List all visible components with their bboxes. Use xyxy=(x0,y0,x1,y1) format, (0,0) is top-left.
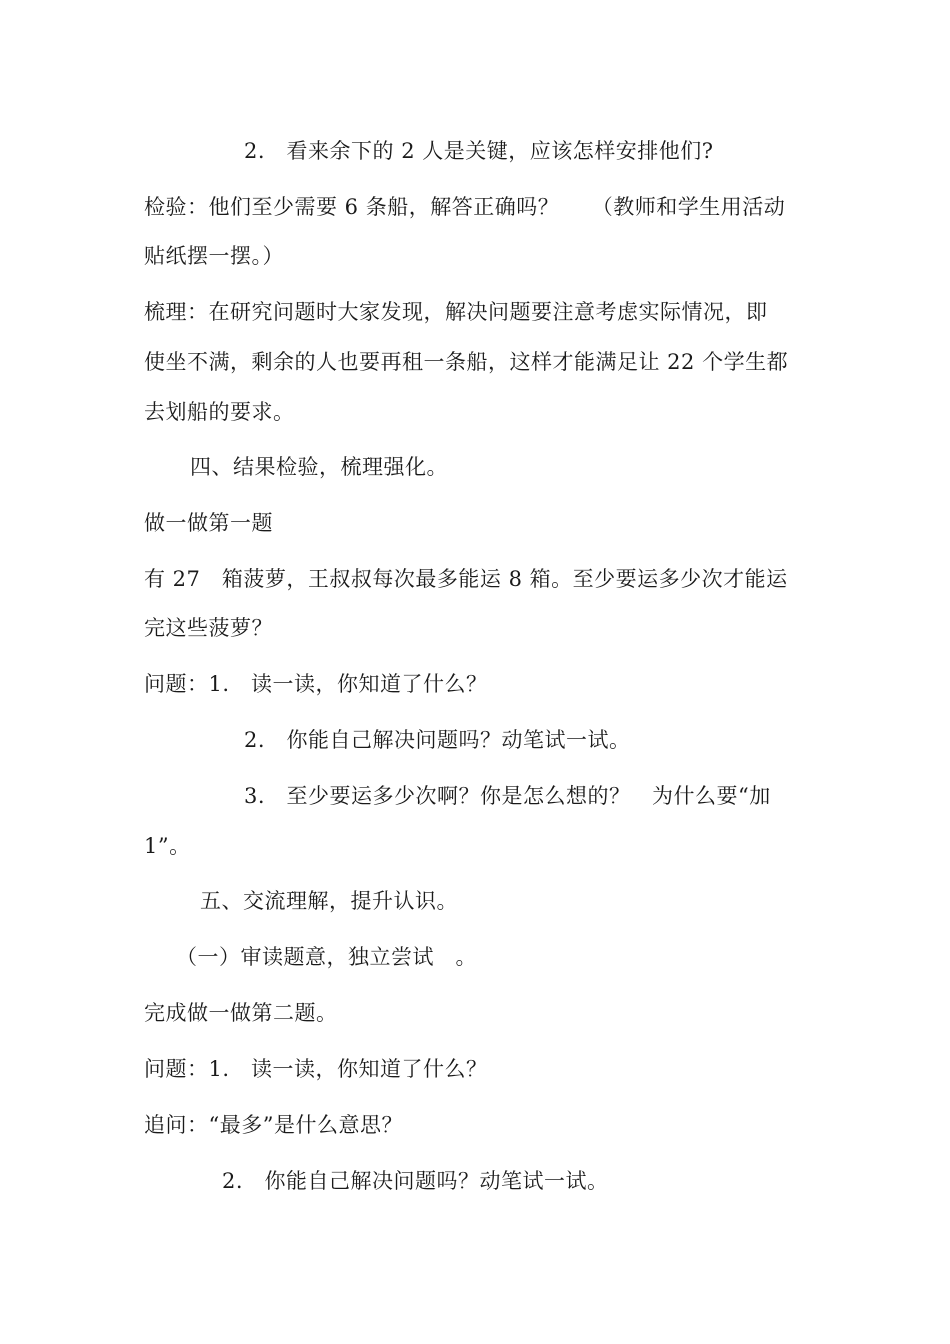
text-line-4: 梳理：在研究问题时大家发现，解决问题要注意考虑实际情况，即 xyxy=(144,300,768,324)
text-line-18: 问题：1. 读一读，你知道了什么？ xyxy=(144,1057,488,1081)
text-line-3: 贴纸摆一摆。） xyxy=(144,244,284,268)
section-heading-5: 五、交流理解，提升认识。 xyxy=(200,889,458,913)
text-line-20: 2. 你能自己解决问题吗？动笔试一试。 xyxy=(222,1169,609,1193)
text-line-12: 2. 你能自己解决问题吗？动笔试一试。 xyxy=(244,728,631,752)
text-line-2: 检验：他们至少需要 6 条船，解答正确吗？ （教师和学生用活动 xyxy=(144,195,786,219)
text-line-5: 使坐不满，剩余的人也要再租一条船，这样才能满足让 22 个学生都 xyxy=(144,350,789,374)
text-line-19: 追问：“最多”是什么意思？ xyxy=(144,1113,403,1137)
text-line-17: 完成做一做第二题。 xyxy=(144,1001,338,1025)
text-line-9: 有 27 箱菠萝，王叔叔每次最多能运 8 箱。至少要运多少次才能运 xyxy=(144,567,788,591)
text-line-1: 2. 看来余下的 2 人是关键，应该怎样安排他们? xyxy=(244,139,714,163)
text-line-14: 1”。 xyxy=(144,834,191,858)
section-heading-4: 四、结果检验，梳理强化。 xyxy=(190,455,448,479)
text-line-11: 问题：1. 读一读，你知道了什么？ xyxy=(144,672,488,696)
text-line-6: 去划船的要求。 xyxy=(144,400,295,424)
text-line-8: 做一做第一题 xyxy=(144,511,273,535)
text-line-10: 完这些菠萝？ xyxy=(144,616,273,640)
text-line-16: （一）审读题意，独立尝试 。 xyxy=(176,945,477,969)
text-line-13: 3. 至少要运多少次啊？你是怎么想的？ 为什么要“加 xyxy=(244,784,771,808)
